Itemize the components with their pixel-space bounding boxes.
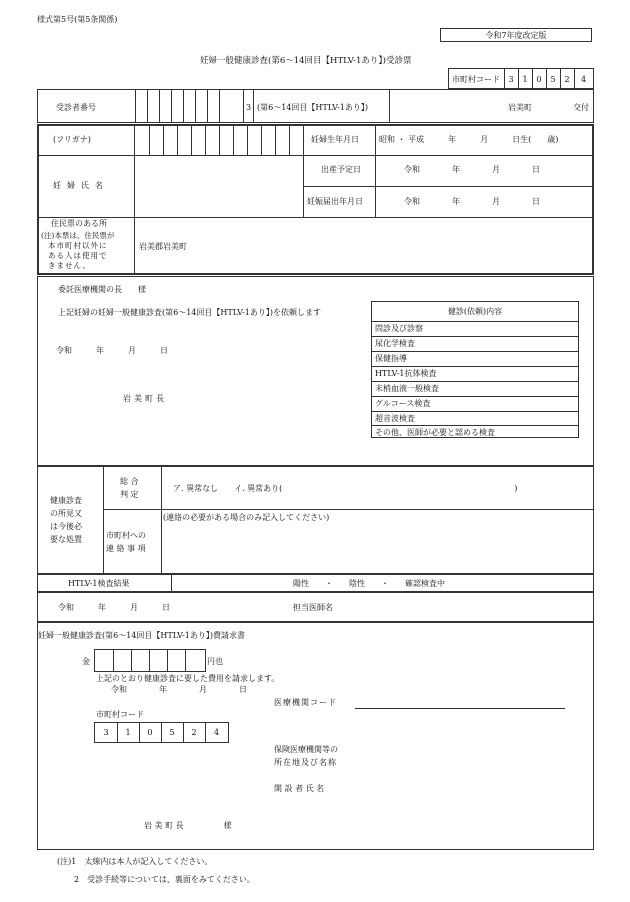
request-text: 上記妊婦の妊婦一般健康診査(第6～14回目【HTLV-1あり】)を依頼します: [58, 308, 322, 317]
recipient-number-label: 受診者番号: [56, 103, 96, 112]
address-note-3: ある人は使用で: [48, 251, 108, 260]
muni-digit: 0: [536, 75, 542, 84]
address-label: 住民票のある所: [51, 219, 107, 228]
overall-label-1: 総 合: [120, 477, 139, 486]
request-date: 令和 年 月 日: [56, 346, 168, 355]
birth-label: 妊婦生年月日: [311, 135, 359, 144]
furigana-label: (フリガナ): [53, 135, 91, 144]
exam-item: 尿化学検査: [375, 339, 415, 348]
institution-label-1: 保険医療機関等の: [274, 745, 338, 754]
municipality-code-box: [448, 68, 594, 89]
revision-label: 令和7年度改定版: [485, 31, 547, 40]
billing-muni-label: 市町村コード: [96, 710, 144, 719]
due-date-value: 令和 年 月 日: [404, 165, 540, 174]
institution-label-2: 所在地及び名称: [274, 758, 337, 767]
exam-item: グルコース検査: [375, 399, 431, 408]
yen-label: 円也: [207, 657, 223, 666]
request-signer: 岩美町長: [123, 394, 167, 403]
note-2: 2 受診手続等については、裏面をみてください。: [74, 875, 255, 884]
billing-date: 令和 年 月 日: [111, 685, 247, 694]
billing-muni-digit: 3: [103, 728, 109, 737]
billing-statement: 上記のとおり健康診査に要した費用を請求します。: [96, 674, 280, 683]
recipient-row: [37, 89, 594, 123]
address-value: 岩美郡岩美町: [139, 242, 187, 251]
address-note-1: (注)本票は、住民票が: [41, 231, 115, 240]
address-note-2: 本市町村以外に: [48, 241, 108, 250]
due-date-label: 出産予定日: [321, 165, 361, 174]
money-label: 金: [82, 657, 90, 666]
request-addressee: 委託医療機関の長 様: [58, 285, 146, 294]
muni-digit: 2: [564, 75, 570, 84]
findings-label-1: 健康診査: [50, 496, 82, 505]
exam-item: 問診及び診察: [375, 324, 423, 333]
exam-item: 保健指導: [375, 354, 407, 363]
patient-block: [37, 124, 594, 275]
visit-label: (第6～14回目【HTLV-1あり】): [257, 103, 369, 112]
billing-muni-digit: 5: [169, 728, 175, 737]
exam-item: 超音波検査: [375, 414, 415, 423]
institution-code-label: 医療機関コード: [274, 698, 337, 707]
findings-section: [37, 466, 594, 574]
amount-boxes: [94, 649, 206, 672]
billing-muni-digit: 0: [147, 728, 153, 737]
municipality-code-label: 市町村コード: [452, 75, 500, 84]
birth-value: 昭和 ・ 平成 年 月 日生( 歳): [379, 135, 559, 144]
billing-title: 妊婦一般健康診査(第6～14回目【HTLV-1あり】)費請求書: [38, 631, 246, 640]
exam-item: その他、医師が必要と認める検査: [375, 428, 495, 437]
findings-label-2: の所見又: [50, 509, 82, 518]
issuing-town: 岩美町: [508, 103, 532, 112]
muni-digit: 4: [580, 75, 587, 84]
doctor-label: 担当医師名: [293, 603, 333, 612]
report-date-value: 令和 年 月 日: [404, 197, 540, 206]
revision-box: [440, 28, 592, 42]
patient-name-label: 妊婦氏名: [53, 181, 109, 190]
htlv-options: 陽性 ・ 陰性 ・ 確認検査中: [293, 579, 445, 588]
contact-note: (連絡の必要がある場合のみ記入してください): [163, 513, 330, 522]
overall-value: ア. 異常なし イ. 異常あり( ): [173, 484, 518, 493]
doctor-row: [37, 592, 594, 622]
billing-muni-digit: 4: [213, 728, 220, 737]
contact-label-1: 市町村への: [106, 531, 146, 540]
issued-label: 交付: [573, 103, 589, 112]
exam-items-table: [371, 301, 579, 438]
exam-items-header: 健診(依頼)内容: [447, 307, 503, 316]
doctor-row-date: 令和 年 月 日: [58, 603, 170, 612]
billing-section: [37, 622, 594, 850]
address-note-4: きません。: [48, 261, 91, 270]
billing-mayor: 岩 美 町 長 様: [144, 821, 232, 830]
findings-label-4: 要な処置: [50, 535, 82, 544]
overall-label-2: 判 定: [120, 490, 139, 499]
exam-item: 末梢血液一般検査: [375, 384, 439, 393]
billing-muni-digit: 2: [191, 728, 197, 737]
htlv-label: HTLV-1検査結果: [68, 579, 130, 588]
muni-digit: 3: [508, 75, 514, 84]
contact-label-2: 連 絡 事 項: [106, 544, 146, 553]
form-id: 様式第5号(第5条関係): [37, 15, 118, 24]
billing-muni-boxes: [94, 722, 229, 743]
findings-label-3: は今後必: [50, 522, 82, 531]
muni-digit: 1: [522, 75, 528, 84]
note-1: (注)1 太線内は本人が記入してください。: [57, 857, 213, 866]
exam-item: HTLV-1抗体検査: [375, 369, 437, 378]
htlv-row: [37, 574, 594, 592]
visit-digit: 3: [246, 103, 252, 112]
founder-label: 開 設 者 氏 名: [274, 784, 325, 793]
report-date-label: 妊娠届出年月日: [307, 197, 363, 206]
muni-digit: 5: [550, 75, 556, 84]
billing-muni-digit: 1: [125, 728, 131, 737]
form-title: 妊婦一般健康診査(第6～14回目【HTLV-1あり】)受診票: [200, 56, 412, 66]
